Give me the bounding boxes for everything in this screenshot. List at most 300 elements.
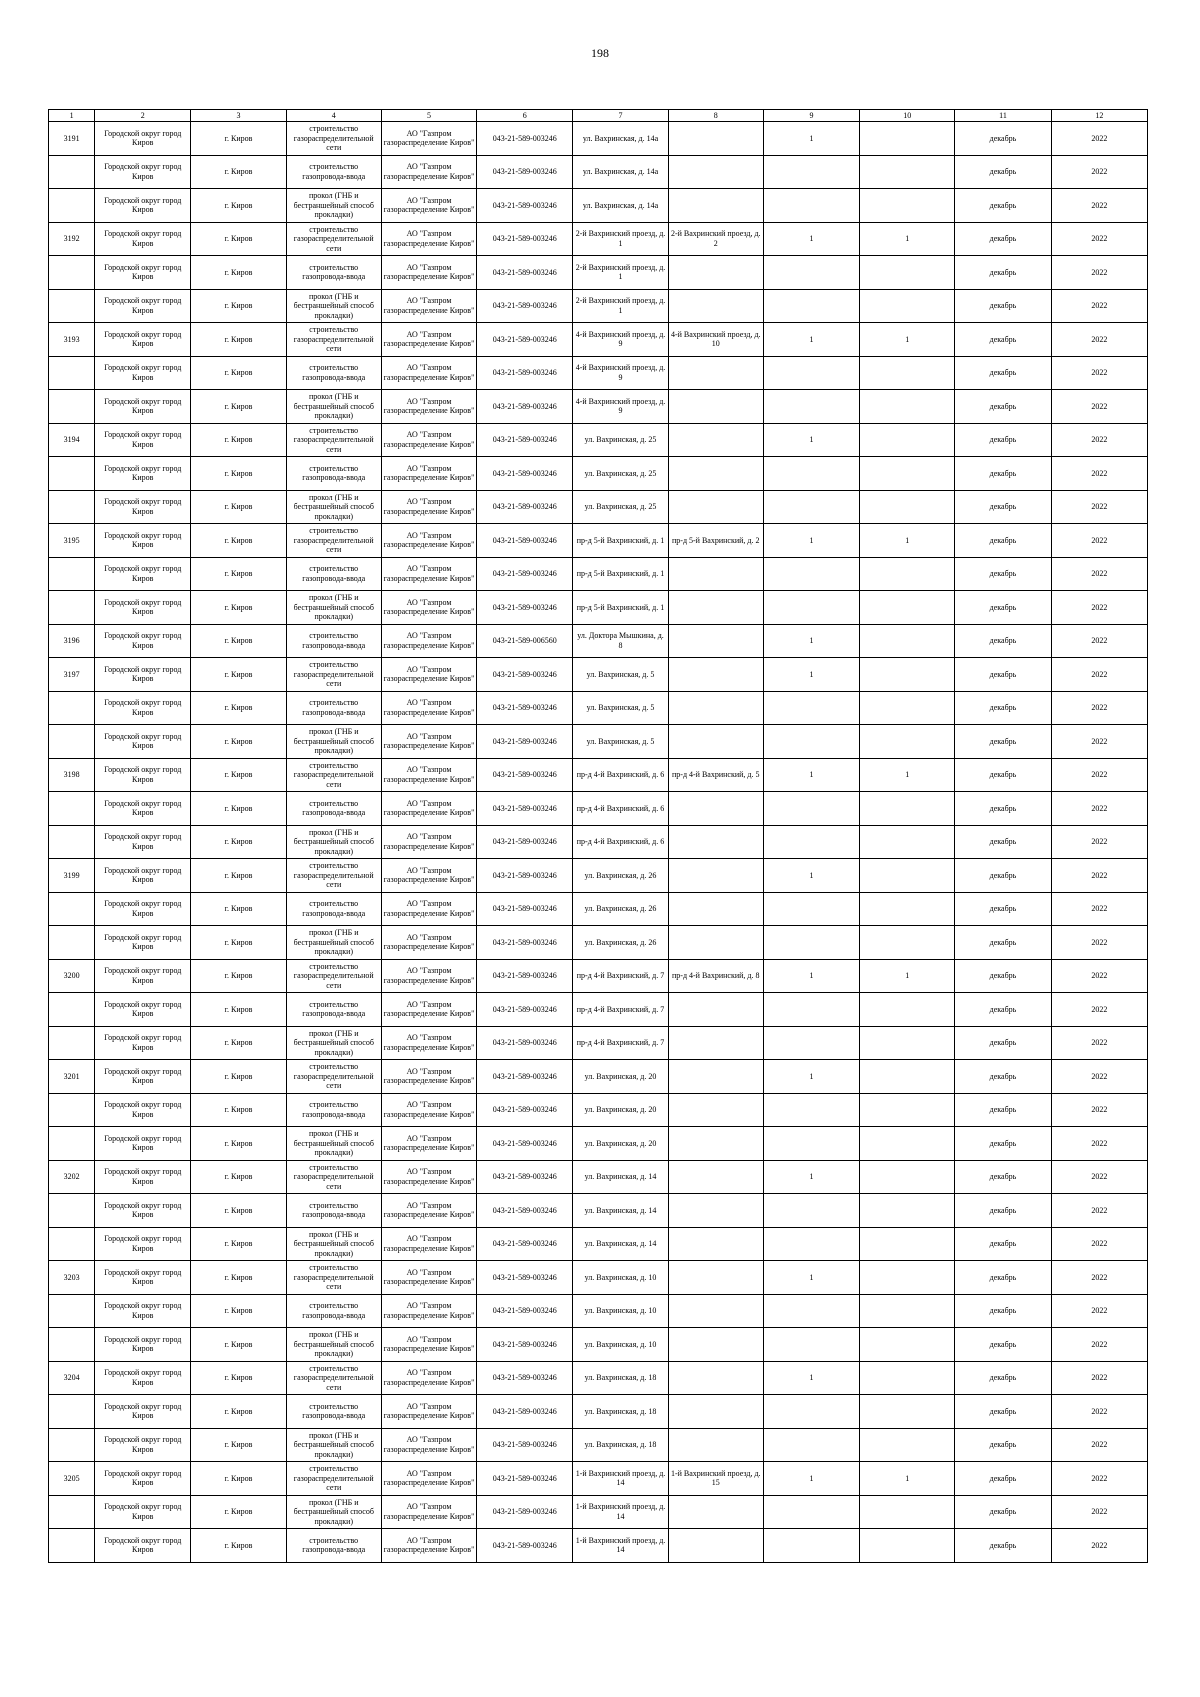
organization-text: АО "Газпром газораспределение Киров" <box>383 1100 475 1119</box>
address-additional-cell <box>668 691 763 725</box>
row-number-cell <box>49 1495 95 1529</box>
count-b-text: 1 <box>905 770 910 779</box>
address-additional-text: 1-й Вахринский проезд, д. 15 <box>670 1468 761 1488</box>
row-number-cell <box>49 959 95 993</box>
work-type-text: строительство газораспределительной сети <box>293 1162 374 1191</box>
table-row <box>49 691 1148 725</box>
settlement-cell <box>191 892 286 926</box>
table-row <box>49 591 1148 625</box>
organization-text: АО "Газпром газораспределение Киров" <box>383 195 475 215</box>
year-text: 2022 <box>1091 904 1108 913</box>
work-type-cell <box>286 222 381 256</box>
address-additional-cell <box>668 591 763 625</box>
count-a-text: 1 <box>809 971 814 980</box>
settlement-cell <box>191 825 286 859</box>
count-a-cell <box>763 1328 859 1362</box>
address-cell <box>573 859 668 893</box>
count-a-text: 1 <box>809 1473 814 1483</box>
count-a-cell <box>763 1395 859 1429</box>
work-type-cell <box>286 1294 381 1328</box>
year-text: 2022 <box>1091 468 1108 478</box>
registry-number-cell <box>477 591 573 625</box>
work-type-cell <box>286 926 381 960</box>
table-row <box>49 1428 1148 1462</box>
settlement-text: г. Киров <box>224 1071 253 1081</box>
address-text: пр-д 4-й Вахринский, д. 7 <box>576 1038 665 1047</box>
address-cell <box>573 993 668 1027</box>
column-header: 7 <box>573 110 668 122</box>
address-additional-cell <box>668 1428 763 1462</box>
organization-cell <box>381 1194 476 1228</box>
municipality-text: Городской округ город Киров <box>104 1334 182 1354</box>
organization-cell <box>381 1462 476 1496</box>
work-type-cell <box>286 122 381 156</box>
month-cell <box>955 1026 1051 1060</box>
work-type-cell <box>286 1093 381 1127</box>
year-text: 2022 <box>1091 1306 1108 1315</box>
registry-number-cell <box>477 993 573 1027</box>
work-type-cell <box>286 189 381 223</box>
count-b-text: 1 <box>905 234 910 243</box>
row-number-cell <box>49 1361 95 1395</box>
organization-text: АО "Газпром газораспределение Киров" <box>383 530 475 550</box>
organization-text: АО "Газпром газораспределение Киров" <box>383 363 475 382</box>
registry-number-cell <box>477 691 573 725</box>
row-number-text: 3204 <box>63 1373 80 1382</box>
settlement-cell <box>191 390 286 424</box>
organization-text: АО "Газпром газораспределение Киров" <box>383 865 475 885</box>
count-b-text: 1 <box>905 971 910 980</box>
year-text: 2022 <box>1091 569 1108 578</box>
month-text: декабрь <box>989 1004 1017 1014</box>
count-a-cell <box>763 524 859 558</box>
address-text: пр-д 4-й Вахринский, д. 6 <box>576 803 665 813</box>
month-cell <box>955 1227 1051 1261</box>
municipality-cell <box>95 658 191 692</box>
year-text: 2022 <box>1091 1071 1108 1081</box>
work-type-cell <box>286 959 381 993</box>
settlement-cell <box>191 591 286 625</box>
year-cell <box>1051 624 1147 658</box>
count-b-cell <box>860 658 955 692</box>
table-row <box>49 792 1148 826</box>
count-a-cell <box>763 457 859 491</box>
year-cell <box>1051 691 1147 725</box>
month-cell <box>955 423 1051 457</box>
month-text: декабрь <box>989 334 1017 344</box>
month-text: декабрь <box>989 133 1017 143</box>
table-row <box>49 658 1148 692</box>
count-b-cell <box>860 959 955 993</box>
registry-number-text: 043-21-589-003246 <box>492 368 557 377</box>
address-cell <box>573 1361 668 1395</box>
organization-cell <box>381 792 476 826</box>
registry-number-text: 043-21-589-003246 <box>492 267 557 277</box>
month-cell <box>955 792 1051 826</box>
municipality-cell <box>95 624 191 658</box>
registry-number-cell <box>477 423 573 457</box>
count-b-cell <box>860 457 955 491</box>
organization-cell <box>381 1428 476 1462</box>
row-number-cell <box>49 1294 95 1328</box>
municipality-cell <box>95 524 191 558</box>
settlement-text: г. Киров <box>224 971 253 980</box>
settlement-text: г. Киров <box>224 368 253 377</box>
municipality-cell <box>95 859 191 893</box>
municipality-text: Городской округ город Киров <box>104 1200 182 1220</box>
registry-number-text: 043-21-589-003246 <box>492 937 557 947</box>
month-text: декабрь <box>989 1473 1017 1483</box>
address-additional-cell <box>668 1026 763 1060</box>
month-cell <box>955 758 1051 792</box>
settlement-cell <box>191 1529 286 1563</box>
municipality-cell <box>95 323 191 357</box>
month-cell <box>955 1194 1051 1228</box>
municipality-cell <box>95 1060 191 1094</box>
table-row <box>49 122 1148 156</box>
organization-cell <box>381 1529 476 1563</box>
address-cell <box>573 1395 668 1429</box>
address-additional-cell <box>668 758 763 792</box>
gasification-table <box>48 109 1148 1563</box>
table-row <box>49 490 1148 524</box>
municipality-text: Городской округ город Киров <box>104 262 182 282</box>
municipality-cell <box>95 390 191 424</box>
month-text: декабрь <box>989 401 1017 411</box>
count-b-cell <box>860 1328 955 1362</box>
address-additional-cell <box>668 1093 763 1127</box>
count-a-cell <box>763 323 859 357</box>
year-cell <box>1051 423 1147 457</box>
municipality-text: Городской округ город Киров <box>104 1033 182 1052</box>
column-header: 10 <box>860 110 955 122</box>
year-cell <box>1051 557 1147 591</box>
address-additional-text: пр-д 4-й Вахринский, д. 5 <box>672 770 760 779</box>
organization-cell <box>381 959 476 993</box>
count-a-cell <box>763 892 859 926</box>
work-type-text: строительство газораспределительной сети <box>293 1062 374 1090</box>
registry-number-cell <box>477 1227 573 1261</box>
count-b-cell <box>860 1060 955 1094</box>
year-text: 2022 <box>1091 636 1108 645</box>
row-number-cell <box>49 691 95 725</box>
month-text: декабрь <box>989 1038 1017 1047</box>
organization-text: АО "Газпром газораспределение Киров" <box>383 229 475 248</box>
address-text: 2-й Вахринский проезд, д. 1 <box>575 229 666 248</box>
municipality-cell <box>95 1495 191 1529</box>
settlement-text: г. Киров <box>224 334 253 344</box>
settlement-cell <box>191 189 286 223</box>
table-row <box>49 356 1148 390</box>
registry-number-cell <box>477 959 573 993</box>
table-row <box>49 725 1148 759</box>
address-cell <box>573 1495 668 1529</box>
address-additional-cell <box>668 1194 763 1228</box>
address-cell <box>573 1294 668 1328</box>
row-number-cell <box>49 524 95 558</box>
work-type-text: строительство газопровода-ввода <box>302 363 366 382</box>
organization-text: АО "Газпром газораспределение Киров" <box>383 128 475 148</box>
municipality-cell <box>95 490 191 524</box>
table-row <box>49 189 1148 223</box>
organization-cell <box>381 1361 476 1395</box>
year-text: 2022 <box>1091 435 1108 444</box>
settlement-text: г. Киров <box>224 468 253 478</box>
work-type-text: прокол (ГНБ и бестраншейный способ прокладки) <box>293 291 374 320</box>
work-type-cell <box>286 1462 381 1496</box>
work-type-text: строительство газопровода-ввода <box>302 1401 366 1421</box>
address-cell <box>573 289 668 323</box>
work-type-text: строительство газораспределительной сети <box>293 760 374 789</box>
address-cell <box>573 624 668 658</box>
registry-number-cell <box>477 323 573 357</box>
settlement-cell <box>191 155 286 189</box>
month-cell <box>955 1060 1051 1094</box>
work-type-text: строительство газопровода-ввода <box>302 631 366 650</box>
registry-number-cell <box>477 1060 573 1094</box>
settlement-cell <box>191 1294 286 1328</box>
row-number-text: 3199 <box>63 870 80 880</box>
organization-cell <box>381 356 476 390</box>
work-type-cell <box>286 1328 381 1362</box>
settlement-text: г. Киров <box>224 904 253 913</box>
column-header: 8 <box>668 110 763 122</box>
month-text: декабрь <box>989 1172 1017 1181</box>
organization-text: АО "Газпром газораспределение Киров" <box>383 329 475 349</box>
count-b-cell <box>860 1294 955 1328</box>
month-cell <box>955 1261 1051 1295</box>
year-cell <box>1051 1060 1147 1094</box>
registry-number-cell <box>477 1529 573 1563</box>
municipality-cell <box>95 892 191 926</box>
address-cell <box>573 423 668 457</box>
table-row <box>49 1093 1148 1127</box>
registry-number-text: 043-21-589-006560 <box>492 636 557 645</box>
work-type-cell <box>286 1261 381 1295</box>
organization-text: АО "Газпром газораспределение Киров" <box>383 932 475 952</box>
organization-cell <box>381 155 476 189</box>
work-type-text: строительство газопровода-ввода <box>302 798 366 818</box>
organization-cell <box>381 1395 476 1429</box>
municipality-cell <box>95 1294 191 1328</box>
address-text: пр-д 4-й Вахринский, д. 7 <box>576 971 665 980</box>
month-text: декабрь <box>989 669 1017 679</box>
work-type-cell <box>286 356 381 390</box>
registry-number-text: 043-21-589-003246 <box>492 133 557 143</box>
row-number-cell <box>49 390 95 424</box>
count-a-cell <box>763 1462 859 1496</box>
municipality-cell <box>95 1395 191 1429</box>
address-cell <box>573 189 668 223</box>
address-text: пр-д 5-й Вахринский, д. 1 <box>576 602 665 612</box>
municipality-text: Городской округ город Киров <box>104 195 182 215</box>
year-cell <box>1051 1462 1147 1496</box>
count-b-cell <box>860 1495 955 1529</box>
table-row <box>49 859 1148 893</box>
month-text: декабрь <box>989 837 1017 846</box>
month-cell <box>955 1160 1051 1194</box>
month-text: декабрь <box>989 167 1017 176</box>
work-type-cell <box>286 1026 381 1060</box>
count-b-cell <box>860 1194 955 1228</box>
settlement-cell <box>191 926 286 960</box>
count-a-cell <box>763 189 859 223</box>
settlement-cell <box>191 993 286 1027</box>
settlement-text: г. Киров <box>224 301 253 310</box>
municipality-text: Городской округ город Киров <box>104 1167 182 1186</box>
settlement-cell <box>191 1261 286 1295</box>
table-row <box>49 1127 1148 1161</box>
row-number-cell <box>49 222 95 256</box>
row-number-cell <box>49 892 95 926</box>
municipality-cell <box>95 1361 191 1395</box>
address-additional-cell <box>668 1227 763 1261</box>
year-text: 2022 <box>1091 602 1108 612</box>
registry-number-cell <box>477 155 573 189</box>
registry-number-text: 043-21-589-003246 <box>492 736 557 746</box>
address-text: ул. Вахринская, д. 25 <box>584 435 657 444</box>
work-type-cell <box>286 591 381 625</box>
year-cell <box>1051 189 1147 223</box>
month-cell <box>955 892 1051 926</box>
registry-number-cell <box>477 926 573 960</box>
address-text: пр-д 5-й Вахринский, д. 1 <box>576 569 665 578</box>
organization-cell <box>381 256 476 290</box>
address-text: 1-й Вахринский проезд, д. 14 <box>575 1535 666 1555</box>
address-additional-cell <box>668 289 763 323</box>
address-additional-cell <box>668 1395 763 1429</box>
work-type-text: строительство газораспределительной сети <box>293 1263 374 1291</box>
work-type-text: строительство газораспределительной сети <box>293 325 374 353</box>
work-type-text: строительство газопровода-ввода <box>302 1301 366 1320</box>
work-type-text: прокол (ГНБ и бестраншейный способ прокладки) <box>293 1497 374 1526</box>
count-a-cell <box>763 256 859 290</box>
year-cell <box>1051 122 1147 156</box>
count-a-text: 1 <box>809 535 814 545</box>
organization-cell <box>381 524 476 558</box>
month-cell <box>955 1428 1051 1462</box>
address-additional-cell <box>668 1060 763 1094</box>
row-number-cell <box>49 926 95 960</box>
count-a-text: 1 <box>809 770 814 779</box>
registry-number-text: 043-21-589-003246 <box>492 1038 557 1047</box>
work-type-text: прокол (ГНБ и бестраншейный способ прокладки) <box>293 191 374 219</box>
work-type-cell <box>286 289 381 323</box>
month-cell <box>955 1294 1051 1328</box>
address-additional-cell <box>668 1529 763 1563</box>
municipality-cell <box>95 725 191 759</box>
month-text: декабрь <box>989 1373 1017 1382</box>
organization-text: АО "Газпром газораспределение Киров" <box>383 463 475 483</box>
organization-text: АО "Газпром газораспределение Киров" <box>383 162 475 181</box>
registry-number-cell <box>477 524 573 558</box>
year-cell <box>1051 1395 1147 1429</box>
count-b-cell <box>860 926 955 960</box>
address-cell <box>573 1093 668 1127</box>
organization-cell <box>381 1294 476 1328</box>
count-a-cell <box>763 1361 859 1395</box>
count-b-cell <box>860 1529 955 1563</box>
registry-number-text: 043-21-589-003246 <box>492 301 557 310</box>
month-text: декабрь <box>989 267 1017 277</box>
work-type-cell <box>286 1428 381 1462</box>
year-text: 2022 <box>1091 703 1108 712</box>
month-text: декабрь <box>989 569 1017 578</box>
count-a-text: 1 <box>809 1172 814 1181</box>
year-text: 2022 <box>1091 837 1108 846</box>
column-header: 4 <box>286 110 381 122</box>
count-a-cell <box>763 122 859 156</box>
organization-text: АО "Газпром газораспределение Киров" <box>383 1502 475 1521</box>
address-text: ул. Вахринская, д. 20 <box>584 1071 657 1081</box>
municipality-text: Городской округ город Киров <box>104 329 182 349</box>
registry-number-cell <box>477 490 573 524</box>
municipality-cell <box>95 457 191 491</box>
settlement-text: г. Киров <box>224 267 253 277</box>
municipality-text: Городской округ город Киров <box>104 363 182 382</box>
year-cell <box>1051 1495 1147 1529</box>
address-additional-cell <box>668 457 763 491</box>
address-cell <box>573 1160 668 1194</box>
settlement-text: г. Киров <box>224 167 253 176</box>
count-b-cell <box>860 289 955 323</box>
settlement-text: г. Киров <box>224 234 253 243</box>
address-cell <box>573 256 668 290</box>
table-row <box>49 624 1148 658</box>
address-additional-cell <box>668 1160 763 1194</box>
month-text: декабрь <box>989 636 1017 645</box>
address-text: ул. Вахринская, д. 18 <box>584 1406 657 1416</box>
municipality-text: Городской округ город Киров <box>104 698 182 717</box>
work-type-text: строительство газопровода-ввода <box>302 1100 366 1119</box>
row-number-text: 3191 <box>63 133 80 143</box>
registry-number-text: 043-21-589-003246 <box>492 401 557 411</box>
row-number-text: 3200 <box>63 971 80 980</box>
count-a-cell <box>763 624 859 658</box>
organization-cell <box>381 457 476 491</box>
municipality-text: Городской округ город Киров <box>104 1301 182 1320</box>
address-cell <box>573 1060 668 1094</box>
settlement-text: г. Киров <box>224 1205 253 1215</box>
month-cell <box>955 1328 1051 1362</box>
registry-number-cell <box>477 256 573 290</box>
table-row <box>49 1462 1148 1496</box>
count-a-text: 1 <box>809 234 814 243</box>
year-text: 2022 <box>1091 736 1108 746</box>
page-number: 198 <box>591 46 609 60</box>
month-cell <box>955 658 1051 692</box>
settlement-text: г. Киров <box>224 401 253 411</box>
year-text: 2022 <box>1091 368 1108 377</box>
address-cell <box>573 457 668 491</box>
year-text: 2022 <box>1091 669 1108 679</box>
address-additional-text: 4-й Вахринский проезд, д. 10 <box>670 329 761 349</box>
registry-number-cell <box>477 658 573 692</box>
registry-number-cell <box>477 1428 573 1462</box>
address-text: пр-д 4-й Вахринский, д. 6 <box>576 770 665 779</box>
municipality-text: Городской округ город Киров <box>104 597 182 617</box>
row-number-cell <box>49 423 95 457</box>
registry-number-cell <box>477 1328 573 1362</box>
row-number-cell <box>49 457 95 491</box>
row-number-cell <box>49 1026 95 1060</box>
address-cell <box>573 1227 668 1261</box>
settlement-cell <box>191 859 286 893</box>
column-header: 11 <box>955 110 1051 122</box>
table-row <box>49 457 1148 491</box>
work-type-cell <box>286 758 381 792</box>
year-text: 2022 <box>1091 301 1108 310</box>
